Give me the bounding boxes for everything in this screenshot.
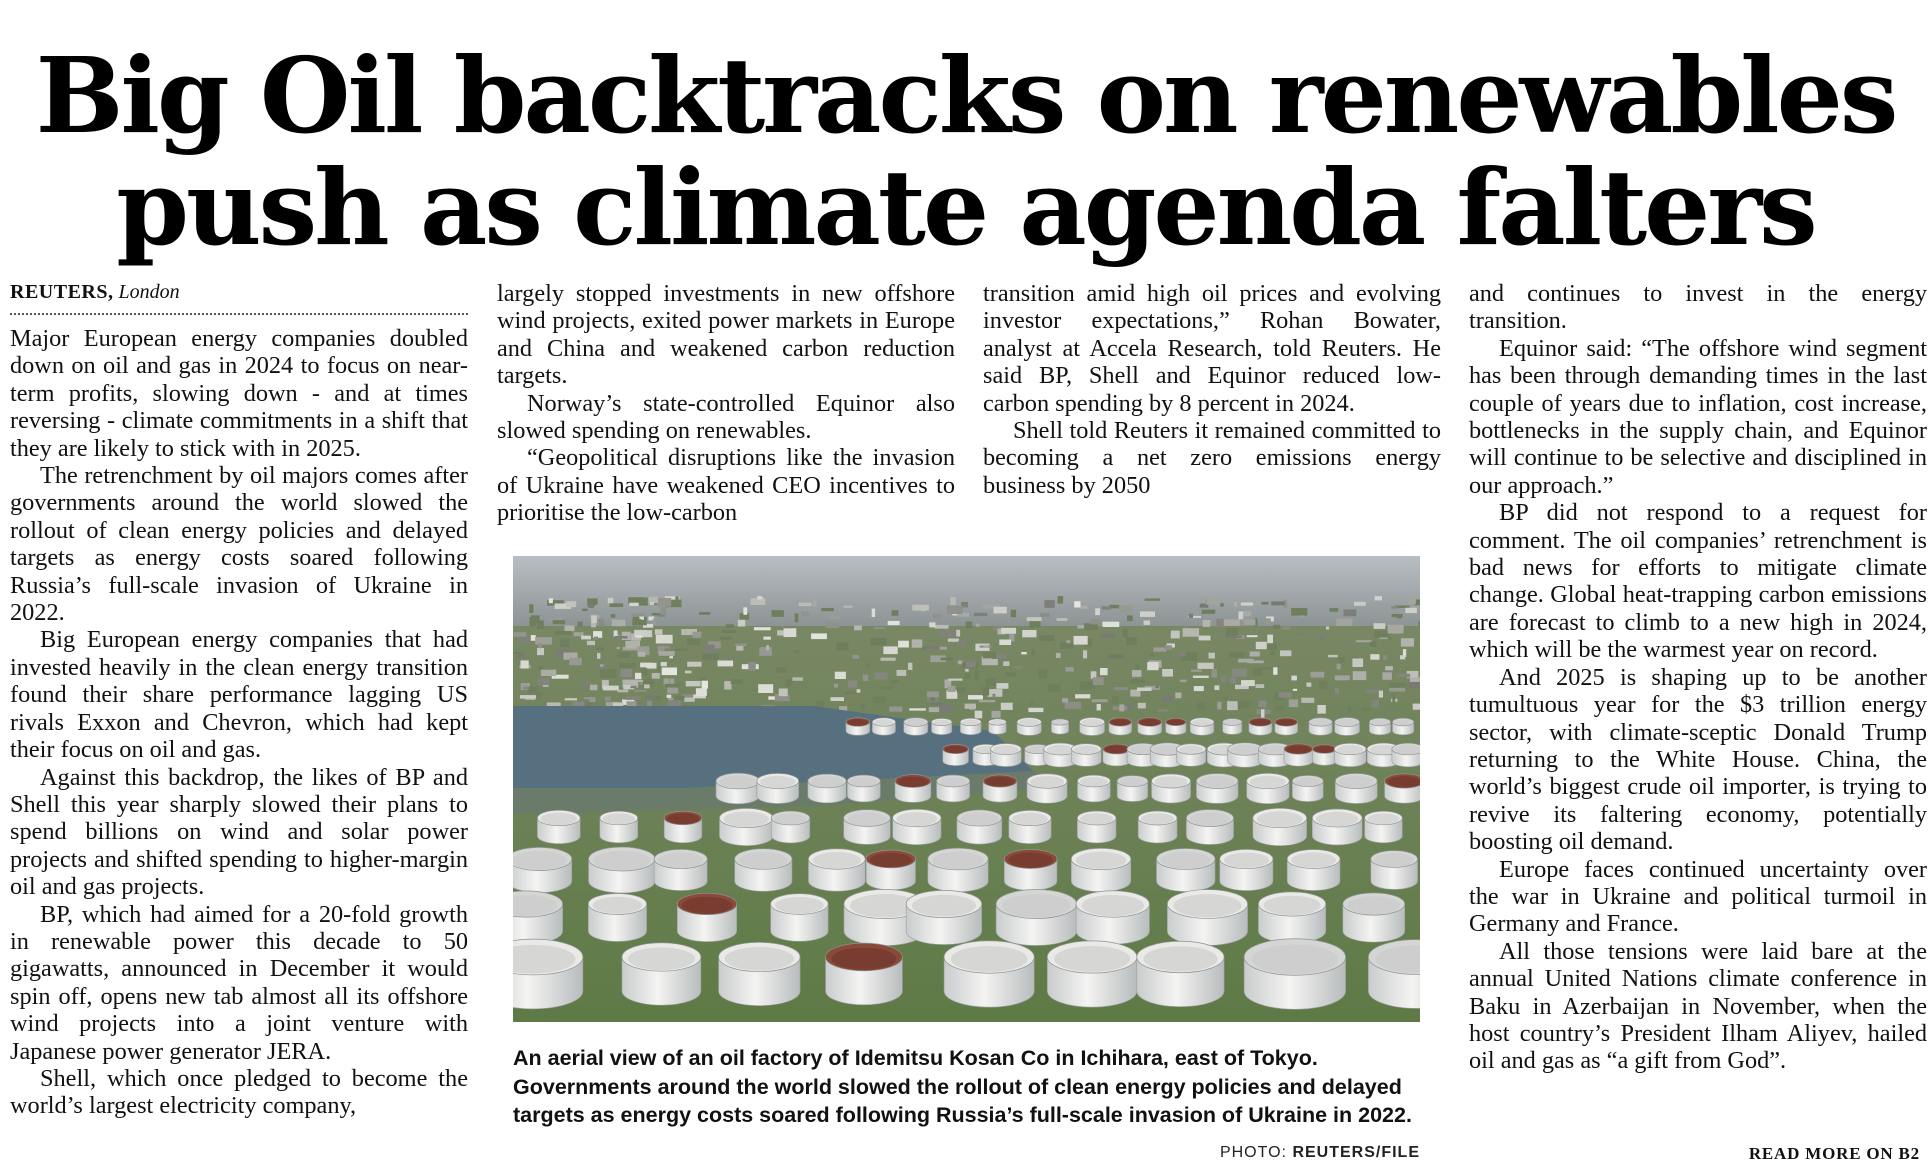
paragraph: Norway’s state-controlled Equinor also slowed spending on renewables. xyxy=(497,389,955,445)
paragraph: Major European energy companies doubled down on oil and gas in 2024 to focus on near-term profits, slowing down - and at times reversing - climate commitments in a shift that they are likely to stick with in 2025. xyxy=(10,325,468,462)
read-more-link[interactable]: READ MORE ON B2 xyxy=(1748,1144,1920,1163)
headline-line-1: Big Oil backtracks on renewables xyxy=(35,34,1896,157)
paragraph: Big European energy companies that had invested heavily in the clean energy transition found their share performance lagging US rivals Exxon and Chevron, which had kept their focus on oil and gas. xyxy=(10,626,468,764)
dateline-city: London xyxy=(118,281,180,303)
paragraph: transition amid high oil prices and evolving investor expectations,” Rohan Bowater, analyst at Accela Research, told Reuters. He said BP, Shell and Equinor reduced low-carbon spending by 8 percent in 2024. xyxy=(983,280,1441,417)
dateline xyxy=(10,280,468,315)
paragraph: “Geopolitical disruptions like the invasion of Ukraine have weakened CEO incentives to prioritise the low-carbon xyxy=(497,444,955,527)
paragraph: Shell, which once pledged to become the world’s largest electricity company, xyxy=(10,1064,468,1120)
photo-caption: An aerial view of an oil factory of Idemitsu Kosan Co in Ichihara, east of Tokyo. Governments around the world slowed the rollout of clean energy policies and delayed targets as energy costs soared following Russia’s full-scale invasion of Ukraine in 2022. xyxy=(513,1046,1412,1127)
paragraph: All those tensions were laid bare at the annual United Nations climate conference in Baku in Azerbaijan in November, when the host country’s President Ilham Aliyev, hailed oil and gas as “a gift from God”. xyxy=(1469,937,1927,1075)
paragraph: largely stopped investments in new offshore wind projects, exited power markets in Europe and China and weakened carbon reduction targets. xyxy=(497,280,955,390)
paragraph: and continues to invest in the energy transition. xyxy=(1469,280,1927,335)
paragraph: BP did not respond to a request for comment. The oil companies’ retrenchment is bad news for efforts to mitigate climate change. Global heat-trapping carbon emissions are forecast to climb to a new high in 2024, which will be the warmest year on record. xyxy=(1469,499,1927,664)
photo-credit xyxy=(1220,1144,1420,1162)
paragraph: And 2025 is shaping up to be another tumultuous year for the $3 trillion energy sector, with climate-sceptic Donald Trump returning to the White House. China, the world’s biggest crude oil importer, is trying to revive its faltering economy, potentially boosting oil demand. xyxy=(1469,663,1927,856)
article-column-1 xyxy=(10,280,468,1120)
article-column-4 xyxy=(1469,280,1927,1075)
paragraph: BP, which had aimed for a 20-fold growth in renewable power this decade to 50 gigawatts, announced in December it would spin off, opens new tab almost all its offshore wind projects into a joint venture with Japanese power generator JERA. xyxy=(10,900,468,1065)
news-photo xyxy=(513,556,1420,1022)
paragraph: Europe faces continued uncertainty over the war in Ukraine and political turmoil in Germany and France. xyxy=(1469,855,1927,938)
article-column-2 xyxy=(497,280,955,527)
photo-credit-source: REUTERS/FILE xyxy=(1292,1144,1420,1161)
oil-tank-farm-illustration xyxy=(513,556,1420,1022)
paragraph: Shell told Reuters it remained committed to becoming a net zero emissions energy business by 2050 xyxy=(983,417,1441,499)
paragraph: Equinor said: “The offshore wind segment has been through demanding times in the last couple of years due to inflation, cost increase, bottlenecks in the supply chain, and Equinor will continue to be selective and disciplined in our approach.” xyxy=(1469,334,1927,499)
photo-credit-label: PHOTO: xyxy=(1219,1144,1287,1161)
article-column-3 xyxy=(983,280,1441,499)
dateline-agency: REUTERS, xyxy=(10,281,114,303)
headline xyxy=(0,34,1931,269)
paragraph: Against this backdrop, the likes of BP and Shell this year sharply slowed their plans to spend billions on wind and solar power projects and shifted spending to higher-margin oil and gas projects. xyxy=(10,763,468,901)
paragraph: The retrenchment by oil majors comes after governments around the world slowed the rollout of clean energy policies and delayed targets as energy costs soared following Russia’s full-scale invasion of Ukraine in 2022. xyxy=(10,462,468,627)
headline-line-2: push as climate agenda falters xyxy=(116,146,1815,269)
